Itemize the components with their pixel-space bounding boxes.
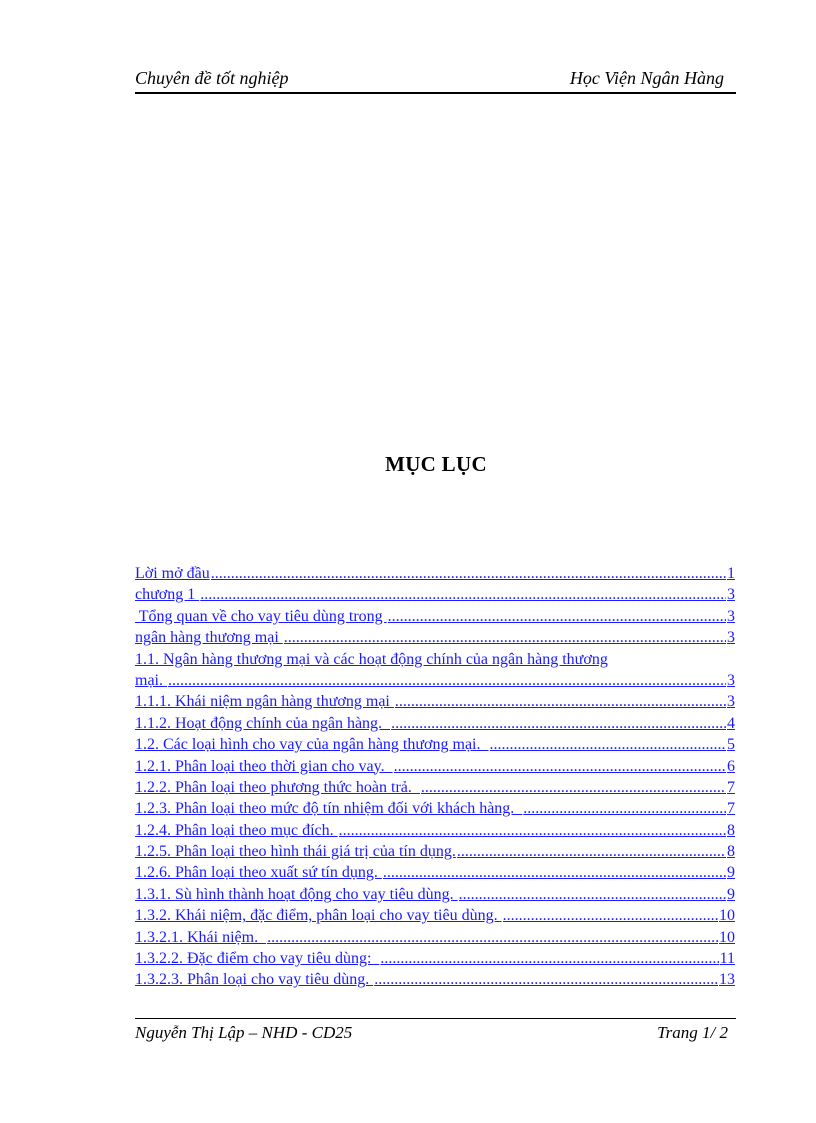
toc-leader-dots [388,606,726,627]
toc-entry-label: ngân hàng thương mại [135,629,283,647]
toc-entry-label: 1.1. Ngân hàng thương mại và các hoạt động chính của ngân hàng thương [135,650,608,668]
toc-entry-label: Lời mở đầu [135,565,210,582]
toc-entry-label: 1.2.4. Phân loại theo mục đích. [135,821,338,839]
toc-entry[interactable] [135,905,735,926]
toc-entry[interactable] [135,713,735,734]
toc-entry-label: 1.3.2.3. Phân loại cho vay tiêu dùng. [135,971,374,989]
toc-leader-dots [459,884,726,905]
toc-entry-page: 3 [727,671,735,689]
toc-entry[interactable] [135,820,735,841]
toc-entry-label: 1.2.3. Phân loại theo mức độ tín nhiệm đối với khách hàng. [135,800,523,818]
toc-entry-label: 1.3.1. Sù hình thành hoạt động cho vay tiêu dùng. [135,885,458,903]
toc-entry-page: 8 [727,821,735,839]
toc-entry-label: 1.3.2.2. Đặc điểm cho vay tiêu dùng: [135,950,380,968]
toc-entry[interactable] [135,948,735,969]
toc-leader-dots [457,841,726,862]
toc-entry-label: Tổng quan về cho vay tiêu dùng trong [135,607,387,625]
toc-entry-page: 9 [727,885,735,903]
toc-entry[interactable] [135,927,735,948]
toc-entry-label: 1.2.5. Phân loại theo hình thái giá trị của tín dụng. [135,843,456,861]
toc-entry[interactable] [135,884,735,905]
toc-leader-dots [503,905,718,926]
toc-leader-dots [267,927,718,948]
toc-entry-label: 1.2.6. Phân loại theo xuất sứ tín dụng. [135,864,382,882]
toc-leader-dots [490,734,727,755]
toc-leader-dots [339,820,726,841]
toc-leader-dots [523,798,726,819]
toc-entry-page: 1 [727,565,735,582]
toc-entry-page: 10 [719,928,735,946]
table-of-contents [135,563,735,991]
toc-entry-page: 8 [727,843,735,861]
toc-entry-page: 7 [727,778,735,796]
toc-title: MỤC LỤC [385,452,487,476]
toc-entry-page: 3 [727,629,735,647]
toc-entry[interactable] [135,691,735,712]
toc-entry-page: 4 [727,714,735,732]
toc-entry[interactable] [135,627,735,648]
toc-entry-page: 3 [727,586,735,604]
toc-entry-label: 1.2.2. Phân loại theo phương thức hoàn trả. [135,778,420,796]
toc-leader-dots [391,713,726,734]
page-header [135,68,736,94]
toc-entry[interactable] [135,862,735,883]
toc-entry-page: 10 [719,907,735,925]
toc-leader-dots [168,670,726,691]
toc-entry-label: 1.2. Các loại hình cho vay của ngân hàng thương mại. [135,736,489,754]
toc-entry-page: 3 [727,693,735,711]
header-document-type: Chuyên đề tốt nghiệp [135,68,289,88]
toc-leader-dots [211,563,726,584]
toc-entry-page: 9 [727,864,735,882]
footer-author: Nguyễn Thị Lập – NHD - CD25 [135,1023,353,1042]
toc-leader-dots [383,862,726,883]
toc-entry-label: 1.2.1. Phân loại theo thời gian cho vay. [135,757,393,775]
toc-leader-dots [374,969,718,990]
toc-entry[interactable] [135,563,735,584]
toc-leader-dots [200,584,726,605]
toc-leader-dots [421,777,726,798]
toc-entry[interactable] [135,606,735,627]
toc-entry-label: 1.3.2. Khái niệm, đặc điểm, phân loại cho vay tiêu dùng. [135,907,502,925]
toc-entry-second-line [135,670,735,691]
footer-page-number: Trang 1/ 2 [657,1023,728,1042]
toc-entry-label: 1.1.1. Khái niệm ngân hàng thương mại [135,693,394,711]
toc-entry-page: 11 [719,950,735,968]
toc-entry-label: chương 1 [135,586,200,604]
toc-entry[interactable] [135,777,735,798]
toc-entry[interactable] [135,969,735,990]
toc-entry-label-continued: mại. [135,671,167,689]
toc-entry-page: 5 [727,736,735,754]
toc-entry-label: 1.3.2.1. Khái niệm. [135,928,267,946]
toc-leader-dots [284,627,726,648]
toc-entry[interactable] [135,798,735,819]
page-footer [135,1018,736,1042]
toc-leader-dots [380,948,718,969]
toc-entry[interactable] [135,584,735,605]
toc-entry-page: 6 [727,757,735,775]
toc-entry-page: 13 [719,971,735,989]
toc-entry[interactable] [135,841,735,862]
header-institution: Học Viện Ngân Hàng [569,68,724,88]
toc-entry-page: 7 [727,800,735,818]
toc-entry-page: 3 [727,607,735,625]
toc-entry[interactable] [135,734,735,755]
toc-leader-dots [395,691,726,712]
toc-entry-label: 1.1.2. Hoạt động chính của ngân hàng. [135,714,391,732]
toc-leader-dots [394,756,726,777]
toc-entry[interactable] [135,649,735,692]
toc-entry[interactable] [135,756,735,777]
